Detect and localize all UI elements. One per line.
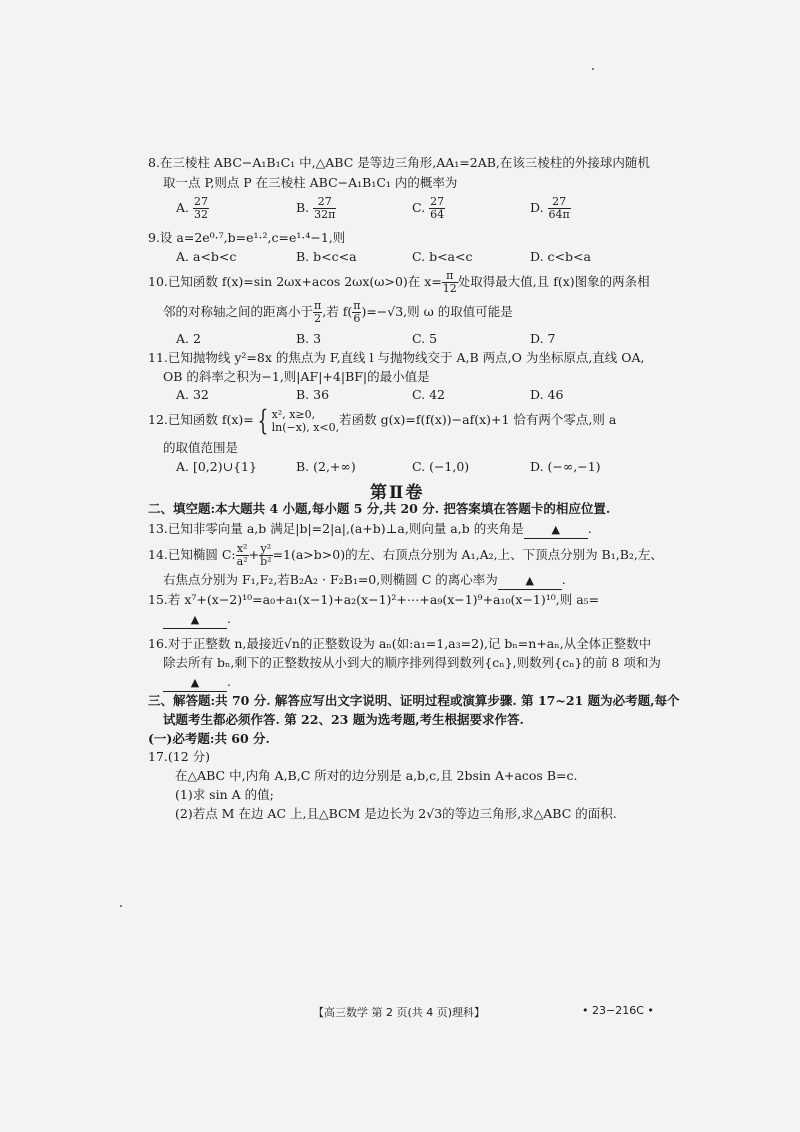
q14-text: 右焦点分别为 F₁,F₂,若B₂A₂ · F₂B₁=0,则椭圆 C 的离心率为 [163, 572, 498, 587]
q9-option-a: A. a<b<c [176, 249, 237, 264]
numerator: 27 [313, 196, 336, 209]
q8-option-a [176, 196, 209, 221]
q11-option-c: C. 42 [412, 387, 445, 402]
q12-line2: 的取值范围是 [163, 440, 239, 455]
q8-option-d [530, 196, 571, 221]
numerator: y² [260, 542, 272, 555]
numerator: x² [236, 542, 248, 555]
q10-option-d: D. 7 [530, 331, 556, 346]
fraction [259, 543, 272, 568]
fraction [442, 270, 458, 295]
q8-option-b [296, 196, 336, 221]
scan-speck [592, 68, 594, 70]
piecewise-case: x², x≥0, [271, 407, 316, 421]
piecewise [272, 408, 340, 434]
triangle-icon: ▲ [190, 676, 200, 689]
piecewise-case: ln(−x), x<0, [271, 420, 340, 434]
numerator: π [442, 270, 458, 283]
option-label: A. [176, 200, 190, 215]
q10-line1 [148, 270, 650, 295]
q14-text: =1(a>b>0)的左、右顶点分别为 A₁,A₂,上、下顶点分别为 B₁,B₂,左、 [272, 547, 663, 562]
q9-line1: 9.设 a=2e⁰·⁷,b=e¹·²,c=e¹·⁴−1,则 [148, 230, 346, 245]
q14-text: 14.已知椭圆 C: [148, 547, 236, 562]
fraction [193, 196, 209, 221]
q12-option-d: D. (−∞,−1) [530, 459, 601, 474]
denominator: 12 [442, 282, 457, 295]
triangle-icon: ▲ [551, 523, 560, 536]
denominator: 32π [314, 208, 336, 221]
q17-stem: 在△ABC 中,内角 A,B,C 所对的边分别是 a,b,c,且 2bsin A+acos B=c. [175, 768, 578, 783]
q10-option-c: C. 5 [412, 331, 438, 346]
answer-blank [163, 612, 227, 629]
answer-blank [163, 675, 227, 692]
section3-line2: 试题考生都必须作答. 第 22、23 题为选考题,考生根据要求作答. [163, 712, 524, 727]
numerator: 27 [548, 196, 571, 209]
q12-text: 若函数 g(x)=f(f(x))−af(x)+1 恰有两个零点,则 a [339, 412, 617, 427]
q10-text: 处取得最大值,且 f(x)图象的两条相 [457, 274, 650, 289]
q17-part1: (1)求 sin A 的值; [175, 787, 274, 802]
q13-line: 13.已知非零向量 a,b 满足|b|=2|a|,(a+b)⊥a,则向量 a,b 的夹角是 ▲ . [148, 521, 592, 539]
q9-option-b: B. b<c<a [296, 249, 357, 264]
q8-line2: 取一点 P,则点 P 在三棱柱 ABC−A₁B₁C₁ 内的概率为 [163, 175, 458, 190]
scan-speck [120, 905, 122, 907]
option-label: D. [530, 200, 544, 215]
q15-line1: 15.若 x⁷+(x−2)¹⁰=a₀+a₁(x−1)+a₂(x−1)²+⋯+a₉(x−1)⁹+a₁₀(x−1)¹⁰,则 a₅= [148, 592, 600, 607]
q8-line1: 8.在三棱柱 ABC−A₁B₁C₁ 中,△ABC 是等边三角形,AA₁=2AB,在该三棱柱的外接球内随机 [148, 155, 650, 170]
brace-icon: { [257, 403, 269, 437]
triangle-icon: ▲ [525, 574, 534, 587]
denominator: 64 [430, 208, 445, 221]
numerator: π [353, 299, 361, 312]
q16-line3 [163, 674, 231, 692]
plus-sign: + [248, 547, 260, 562]
q11-option-b: B. 36 [296, 387, 330, 402]
denominator: a² [236, 555, 248, 568]
footer-page-info: 【高三数学 第 2 页(共 4 页)理科】 [313, 1006, 486, 1019]
footer-code: • 23−216C • [582, 1004, 654, 1017]
q13-text: 13.已知非零向量 a,b 满足|b|=2|a|,(a+b)⊥a,则向量 a,b 的夹角是 [148, 521, 524, 536]
q17-part2: (2)若点 M 在边 AC 上,且△BCM 是边长为 2√3的等边三角形,求△ABC 的面积. [175, 806, 617, 821]
q11-line2: OB 的斜率之积为−1,则|AF|+4|BF|的最小值是 [163, 369, 430, 384]
q10-option-a: A. 2 [176, 331, 201, 346]
option-label: B. [296, 200, 310, 215]
q10-text: )=−√3,则 ω 的取值可能是 [361, 304, 513, 319]
q10-text: ,若 f( [322, 304, 353, 319]
q9-option-c: C. b<a<c [412, 249, 473, 264]
triangle-icon: ▲ [190, 613, 200, 626]
numerator: π [314, 299, 322, 312]
q16-line2: 除去所有 bₙ,剩下的正整数按从小到大的顺序排列得到数列{cₙ},则数列{cₙ}的前 8 项和为 [163, 655, 661, 670]
section2-heading: 二、填空题:本大题共 4 小题,每小题 5 分,共 20 分. 把答案填在答题卡的相应位置. [148, 501, 611, 516]
q16-line1: 16.对于正整数 n,最接近√n的正整数设为 aₙ(如:a₁=1,a₃=2),记 bₙ=n+aₙ,从全体正整数中 [148, 636, 652, 651]
q10-line2 [163, 300, 513, 325]
numerator: 27 [194, 195, 208, 208]
denominator: 6 [353, 312, 361, 325]
q9-option-d: D. c<b<a [530, 249, 591, 264]
denominator: 2 [314, 312, 322, 325]
q10-text: 10.已知函数 f(x)=sin 2ωx+acos 2ωx(ω>0)在 x= [148, 274, 442, 289]
q17-head: 17.(12 分) [148, 749, 211, 764]
fraction [236, 543, 249, 568]
denominator: 32 [194, 208, 208, 221]
q14-line2: 右焦点分别为 F₁,F₂,若B₂A₂ · F₂B₁=0,则椭圆 C 的离心率为 ▲ . [163, 572, 566, 590]
q15-end: . [227, 611, 231, 626]
q10-text: 邻的对称轴之间的距离小于 [163, 304, 314, 319]
fraction [313, 196, 336, 221]
fraction [548, 196, 571, 221]
q14-line1 [148, 542, 663, 568]
q12-option-b: B. (2,+∞) [296, 459, 356, 474]
fraction [313, 300, 322, 325]
q11-option-d: D. 46 [530, 387, 564, 402]
q12-text: 12.已知函数 f(x)= [148, 412, 254, 427]
q12-option-a: A. [0,2)∪{1} [176, 459, 257, 474]
denominator: b² [260, 555, 272, 568]
q11-line1: 11.已知抛物线 y²=8x 的焦点为 F,直线 l 与抛物线交于 A,B 两点,O 为坐标原点,直线 OA, [148, 350, 645, 365]
q8-option-c [412, 196, 445, 221]
q15-line2 [163, 611, 231, 629]
q16-end: . [227, 674, 231, 689]
part2-title: 第Ⅱ卷 [370, 483, 425, 503]
section3-line1: 三、解答题:共 70 分. 解答应写出文字说明、证明过程或演算步骤. 第 17~21 题为必考题,每个 [148, 693, 680, 708]
q11-option-a: A. 32 [176, 387, 209, 402]
fraction [429, 196, 445, 221]
numerator: 27 [430, 195, 445, 208]
answer-blank [524, 522, 588, 539]
q12-option-c: C. (−1,0) [412, 459, 470, 474]
q12-line1 [148, 405, 616, 435]
answer-blank [498, 573, 562, 590]
required-heading: (一)必考题:共 60 分. [148, 731, 270, 746]
q10-option-b: B. 3 [296, 331, 322, 346]
denominator: 64π [548, 208, 570, 221]
option-label: C. [412, 200, 426, 215]
